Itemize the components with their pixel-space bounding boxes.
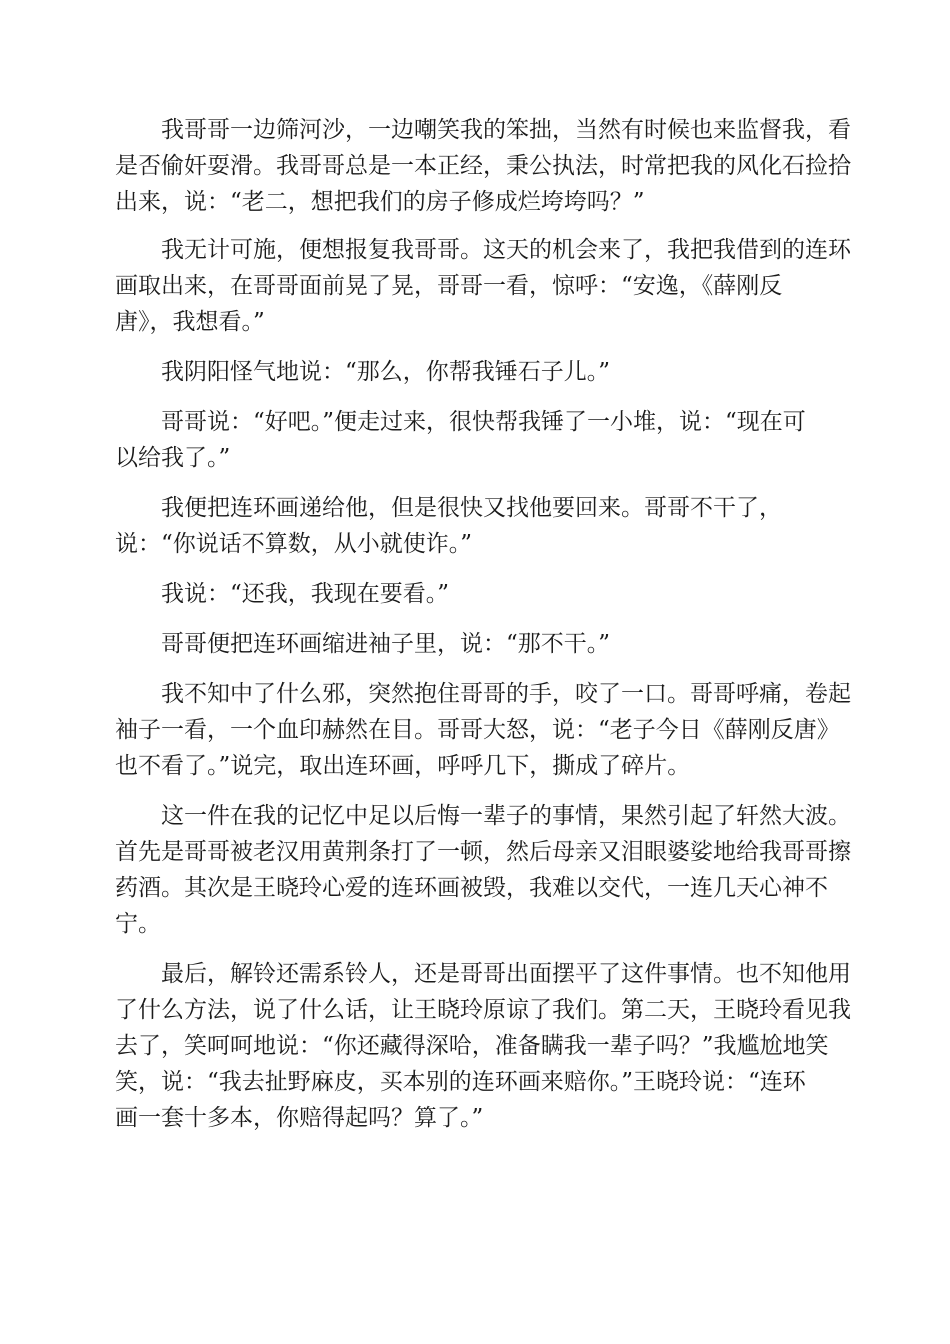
paragraph — [115, 956, 851, 1136]
paragraph — [115, 490, 835, 562]
text-line: 我哥哥一边筛河沙，一边嘲笑我的笨拙，当然有时候也来监督我，看 — [161, 117, 851, 143]
text-line: 哥哥说：“好吧。”便走过来，很快帮我锤了一小堆，说：“现在可 — [161, 409, 806, 435]
text-line: 是否偷奸耍滑。我哥哥总是一本正经，秉公执法，时常把我的风化石捡拾 — [115, 153, 851, 179]
text-line: 最后，解铃还需系铃人，还是哥哥出面摆平了这件事情。也不知他用 — [161, 961, 851, 987]
text-line: 了什么方法，说了什么话，让王晓玲原谅了我们。第二天，王晓玲看见我 — [115, 997, 851, 1023]
text-line: 笑，说：“我去扯野麻皮，买本别的连环画来赔你。”王晓玲说：“连环 — [115, 1069, 806, 1095]
text-line: 去了，笑呵呵地说：“你还藏得深哈，准备瞒我一辈子吗？”我尴尬地笑 — [115, 1033, 829, 1059]
text-line: 画一套十多本，你赔得起吗？算了。” — [115, 1105, 484, 1131]
paragraph — [115, 676, 851, 784]
text-line: 出来，说：“老二，想把我们的房子修成烂垮垮吗？” — [115, 189, 645, 215]
paragraph — [115, 404, 835, 476]
text-line: 唐》，我想看。” — [115, 309, 265, 335]
text-line: 我无计可施，便想报复我哥哥。这天的机会来了，我把我借到的连环 — [161, 237, 851, 263]
text-line: 我便把连环画递给他，但是很快又找他要回来。哥哥不干了， — [161, 495, 782, 521]
paragraph — [115, 798, 851, 942]
paragraph — [115, 576, 835, 612]
text-line: 我不知中了什么邪，突然抱住哥哥的手，咬了一口。哥哥呼痛，卷起 — [161, 681, 851, 707]
text-line: 我说：“还我，我现在要看。” — [161, 581, 450, 607]
text-line: 我阴阳怪气地说：“那么，你帮我锤石子儿。” — [161, 359, 611, 385]
text-line: 画取出来，在哥哥面前晃了晃，哥哥一看，惊呼：“安逸，《薛刚反 — [115, 273, 783, 299]
text-line: 药酒。其次是王晓玲心爱的连环画被毁，我难以交代，一连几天心神不 — [115, 875, 828, 901]
article-body — [115, 112, 851, 1136]
text-line: 首先是哥哥被老汉用黄荆条打了一顿，然后母亲又泪眼婆娑地给我哥哥擦 — [115, 839, 851, 865]
paragraph — [115, 626, 835, 662]
text-line: 这一件在我的记忆中足以后悔一辈子的事情，果然引起了轩然大波。 — [161, 803, 851, 829]
paragraph — [115, 354, 835, 390]
text-line: 说：“你说话不算数，从小就使诈。” — [115, 531, 473, 557]
text-line: 也不看了。”说完，取出连环画，呼呼几下，撕成了碎片。 — [115, 753, 691, 779]
paragraph — [115, 112, 851, 220]
text-line: 袖子一看，一个血印赫然在目。哥哥大怒，说：“老子今日《薛刚反唐》 — [115, 717, 840, 743]
text-line: 以给我了。” — [115, 445, 231, 471]
text-line: 哥哥便把连环画缩进袖子里，说：“那不干。” — [161, 631, 611, 657]
text-line: 宁。 — [115, 911, 161, 937]
paragraph — [115, 232, 851, 340]
